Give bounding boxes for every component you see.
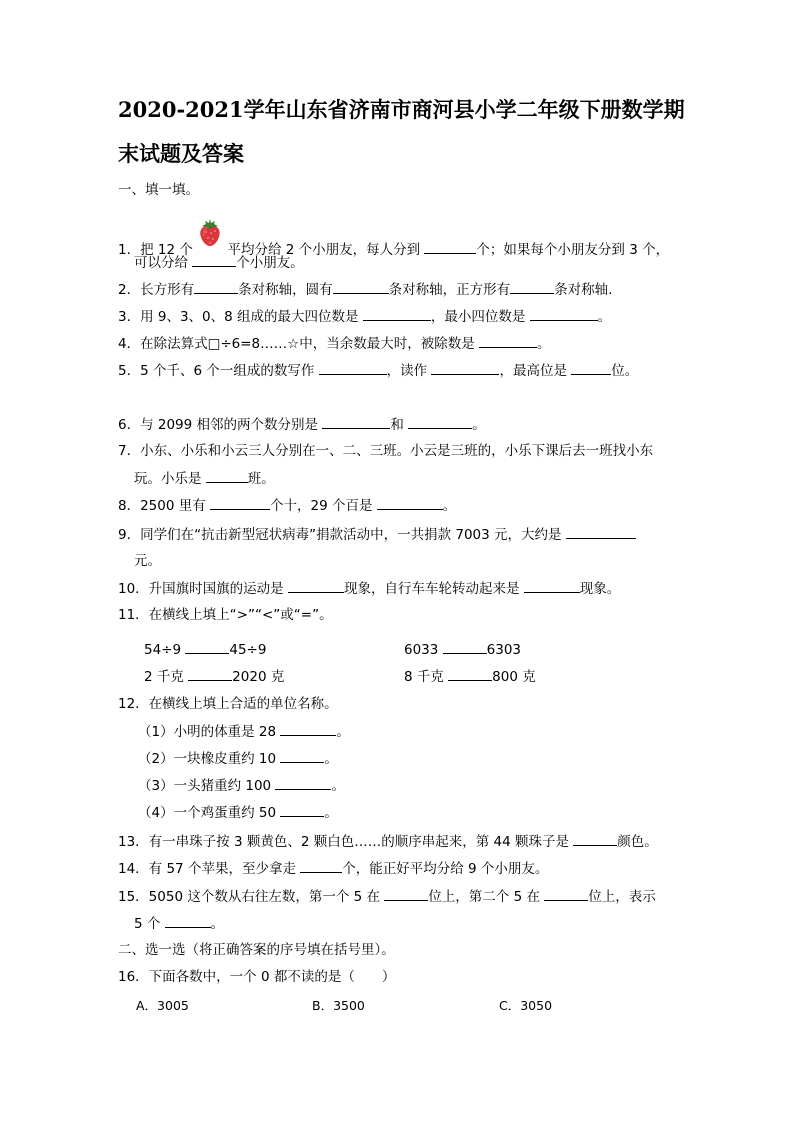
strawberry-icon (197, 218, 223, 248)
question-9 (118, 524, 636, 545)
q5-text-a: 5．5 个千、6 个一组成的数写作 (118, 363, 319, 379)
answer-blank[interactable] (448, 666, 492, 681)
question-3 (118, 306, 611, 327)
answer-blank[interactable] (185, 639, 229, 654)
q12-item-text: （3）一头猪重约 100 (138, 778, 276, 794)
q1-text-d: 可以分给 (134, 255, 193, 271)
q16-option-a[interactable]: A．3005 (136, 998, 189, 1013)
q11-right: 2020 克 (232, 669, 285, 685)
answer-blank[interactable] (408, 414, 472, 429)
q12-item-end: 。 (324, 751, 338, 767)
q11-left: 2 千克 (144, 669, 189, 685)
q5-text-b: ，读作 (386, 363, 432, 379)
q3-text-a: 3．用 9、3、0、8 组成的最大四位数是 (118, 309, 363, 325)
q12-item-end: 。 (336, 724, 350, 740)
q9-text-a: 9．同学们在“抗击新型冠状病毒”捐款活动中，一共捐款 7003 元，大约是 (118, 527, 566, 543)
q1-text-b: 平均分给 2 个小朋友，每人分到 (227, 242, 425, 258)
q4-text-a: 4．在除法算式□÷6=8……☆中，当余数最大时，被除数是 (118, 336, 480, 352)
q11-item-4 (404, 666, 536, 687)
answer-blank[interactable] (431, 360, 499, 375)
q1-text-a: 1．把 12 个 (118, 242, 193, 258)
answer-blank[interactable] (510, 279, 554, 294)
q6-text-a: 6．与 2099 相邻的两个数分别是 (118, 417, 323, 433)
q10-text-c: 现象。 (579, 581, 621, 597)
q11-item-2 (404, 639, 521, 660)
answer-blank[interactable] (571, 360, 611, 375)
q14-text-b: 个，能正好平均分给 9 个小朋友。 (342, 861, 549, 877)
answer-blank[interactable] (384, 886, 428, 901)
q8-text-b: 个十，29 个百是 (270, 498, 377, 514)
q15-text-a: 15．5050 这个数从右往左数，第一个 5 在 (118, 889, 385, 905)
q11-left: 54÷9 (144, 642, 186, 658)
q7-text-c: 班。 (247, 471, 275, 487)
question-15 (118, 886, 656, 907)
answer-blank[interactable] (479, 333, 537, 348)
q12-item-end: 。 (331, 778, 345, 794)
document-title-line-1: 2020-2021学年山东省济南市商河县小学二年级下册数学期 (118, 97, 685, 122)
answer-blank[interactable] (192, 252, 236, 267)
q12-text: 12．在横线上填上合适的单位名称。 (118, 696, 338, 712)
section-2-heading: 二、选一选（将正确答案的序号填在括号里）。 (118, 942, 395, 958)
answer-blank[interactable] (165, 913, 211, 928)
q11-item-1 (144, 639, 266, 660)
question-7-cont (134, 468, 275, 489)
q16-text: 16．下面各数中，一个 0 都不读的是（ ） (118, 969, 396, 985)
q16-option-b[interactable]: B．3500 (312, 998, 365, 1013)
question-12 (118, 694, 338, 714)
q11-left: 8 千克 (404, 669, 449, 685)
question-14 (118, 858, 548, 879)
answer-blank[interactable] (530, 306, 598, 321)
question-13 (118, 831, 658, 852)
q2-text-a: 2．长方形有 (118, 282, 195, 298)
question-15-cont (134, 913, 224, 934)
q11-right: 6303 (486, 642, 522, 658)
answer-blank[interactable] (280, 748, 324, 763)
question-16 (118, 967, 395, 987)
q15-text-b: 位上，第二个 5 在 (428, 889, 545, 905)
q4-text-b: 。 (537, 336, 551, 352)
q2-text-c: 条对称轴，正方形有 (388, 282, 511, 298)
q7-text-b: 玩。小乐是 (134, 471, 206, 487)
answer-blank[interactable] (443, 639, 487, 654)
document-title-line-2: 末试题及答案 (118, 141, 244, 166)
q11-right: 45÷9 (229, 642, 267, 658)
q6-text-c: 。 (472, 417, 486, 433)
answer-blank[interactable] (275, 775, 331, 790)
answer-blank[interactable] (280, 721, 336, 736)
q11-text: 11．在横线上填上“>”“<”或“=”。 (118, 607, 333, 623)
answer-blank[interactable] (322, 414, 390, 429)
q15-text-e: 。 (210, 916, 225, 932)
q7-text-a: 7．小东、小乐和小云三人分别在一、二、三班。小云是三班的，小乐下课后去一班找小东 (118, 443, 654, 459)
q10-text-a: 10．升国旗时国旗的运动是 (118, 581, 288, 597)
q6-text-b: 和 (390, 417, 409, 433)
q3-text-c: 。 (597, 309, 612, 325)
answer-blank[interactable] (573, 831, 617, 846)
section-1-heading: 一、填一填。 (118, 182, 199, 198)
question-11 (118, 605, 333, 625)
q12-item-text: （1）小明的体重是 28 (138, 724, 281, 740)
question-9-cont (134, 551, 161, 571)
q11-item-3 (144, 666, 284, 687)
question-6 (118, 414, 486, 435)
q2-text-b: 条对称轴，圆有 (238, 282, 333, 298)
q5-text-d: 位。 (611, 363, 639, 379)
q2-text-d: 条对称轴. (554, 282, 613, 298)
question-10 (118, 578, 620, 599)
q9-text-b: 元。 (134, 553, 161, 569)
answer-blank[interactable] (333, 279, 389, 294)
q5-text-c: ，最高位是 (499, 363, 572, 379)
question-8 (118, 495, 456, 516)
q16-option-c[interactable]: C．3050 (499, 998, 553, 1013)
answer-blank[interactable] (424, 239, 476, 254)
answer-blank[interactable] (210, 495, 270, 510)
q1-text-e: 个小朋友。 (236, 255, 304, 271)
answer-blank[interactable] (206, 468, 248, 483)
q12-item-4 (138, 802, 338, 823)
answer-blank[interactable] (363, 306, 431, 321)
q8-text-c: 。 (442, 498, 457, 514)
q12-item-1 (138, 721, 350, 742)
answer-blank[interactable] (544, 886, 588, 901)
question-7 (118, 441, 653, 461)
q12-item-text: （4）一个鸡蛋重约 50 (138, 805, 281, 821)
answer-blank[interactable] (188, 666, 232, 681)
q1-text-c: 个；如果每个小朋友分到 3 个， (476, 242, 670, 258)
question-5 (118, 360, 638, 381)
q11-left: 6033 (404, 642, 443, 658)
q12-item-end: 。 (324, 805, 338, 821)
question-1-cont (134, 252, 304, 273)
q10-text-b: 现象，自行车车轮转动起来是 (343, 581, 524, 597)
q3-text-b: ，最小四位数是 (430, 309, 530, 325)
answer-blank[interactable] (280, 802, 324, 817)
q15-text-c: 位上，表示 (588, 889, 656, 905)
q11-right: 800 克 (492, 669, 536, 685)
q14-text-a: 14．有 57 个苹果，至少拿走 (118, 861, 301, 877)
answer-blank[interactable] (288, 578, 344, 593)
answer-blank[interactable] (377, 495, 443, 510)
answer-blank[interactable] (566, 524, 636, 539)
answer-blank[interactable] (300, 858, 342, 873)
q8-text-a: 8．2500 里有 (118, 498, 211, 514)
q12-item-2 (138, 748, 338, 769)
q13-text-a: 13．有一串珠子按 3 颗黄色、2 颗白色……的顺序串起来，第 44 颗珠子是 (118, 834, 574, 850)
answer-blank[interactable] (524, 578, 580, 593)
question-2 (118, 279, 612, 300)
q15-text-d: 5 个 (134, 916, 165, 932)
q13-text-b: 颜色。 (617, 834, 658, 850)
question-4 (118, 333, 551, 354)
q12-item-text: （2）一块橡皮重约 10 (138, 751, 281, 767)
q12-item-3 (138, 775, 345, 796)
answer-blank[interactable] (194, 279, 238, 294)
answer-blank[interactable] (319, 360, 387, 375)
